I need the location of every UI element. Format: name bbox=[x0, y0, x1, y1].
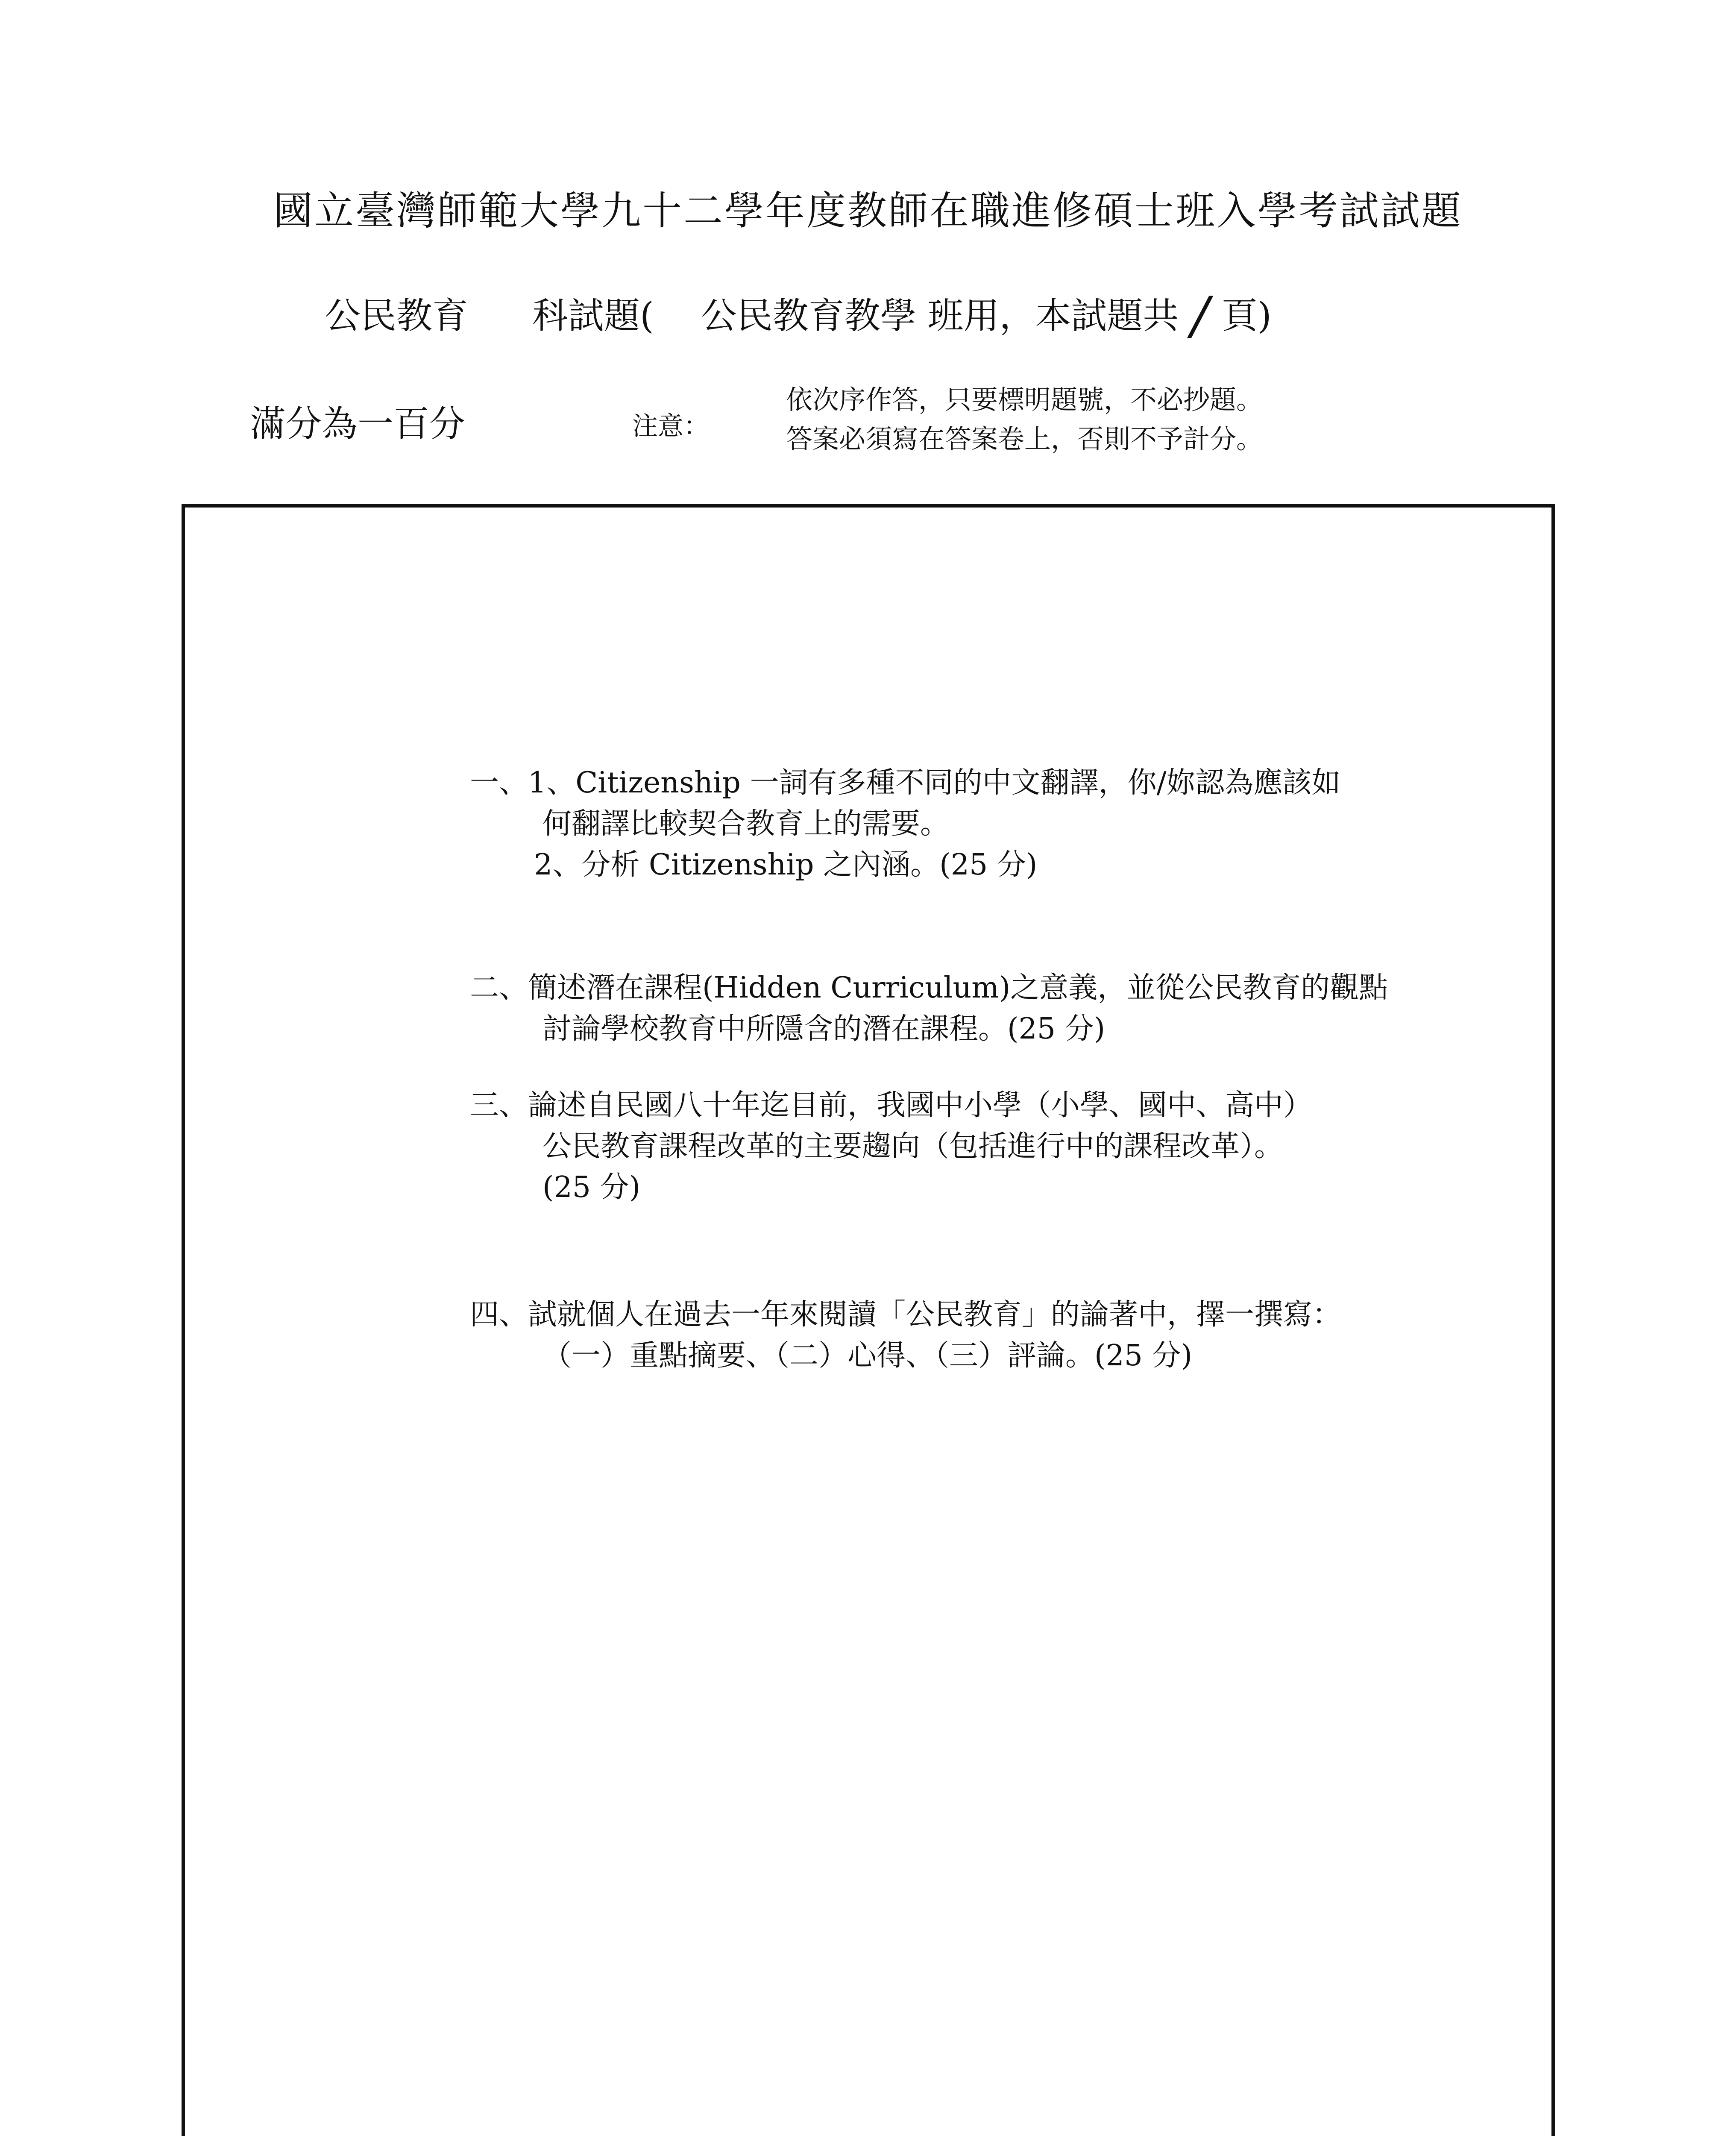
class-name: 公民教育教學 班用 bbox=[701, 295, 1000, 337]
notice-line: 答案必須寫在答案卷上，否則不予計分。 bbox=[786, 423, 1263, 455]
question-3-line: (25 分) bbox=[542, 1171, 641, 1204]
pages-suffix: 頁) bbox=[1221, 295, 1272, 337]
notice-line: 依次序作答，只要標明題號，不必抄題。 bbox=[786, 384, 1263, 415]
pages-prefix: ，本試題共 bbox=[999, 295, 1179, 337]
handwritten-page-count: / bbox=[1185, 286, 1215, 346]
question-3 bbox=[470, 1085, 1312, 1208]
question-4 bbox=[470, 1294, 1341, 1376]
question-2 bbox=[470, 968, 1388, 1050]
question-3-line: 三、論述自民國八十年迄目前，我國中小學（小學、國中、高中） bbox=[470, 1089, 1313, 1122]
question-2-line: 二、簡述潛在課程(Hidden Curriculum)之意義，並從公民教育的觀點 bbox=[470, 971, 1388, 1005]
question-2-line: 討論學校教育中所隱含的潛在課程。(25 分) bbox=[542, 1012, 1106, 1046]
exam-label: 科試題( bbox=[532, 295, 654, 337]
question-1 bbox=[470, 763, 1340, 886]
full-score: 滿分為一百分 bbox=[250, 403, 466, 445]
question-1-line: 2、分析 Citizenship 之內涵。(25 分) bbox=[534, 848, 1038, 882]
question-1-line: 何翻譯比較契合教育上的需要。 bbox=[542, 807, 950, 841]
question-1-line: 一、1、Citizenship 一詞有多種不同的中文翻譯，你/妳認為應該如 bbox=[470, 766, 1341, 800]
exam-subtitle bbox=[325, 286, 1272, 346]
question-3-line: 公民教育課程改革的主要趨向（包括進行中的課程改革）。 bbox=[542, 1130, 1284, 1163]
question-4-line: 四、試就個人在過去一年來閱讀「公民教育」的論著中，擇一撰寫： bbox=[470, 1298, 1342, 1332]
exam-title: 國立臺灣師範大學九十二學年度教師在職進修碩士班入學考試試題 bbox=[273, 188, 1463, 234]
notice-text bbox=[786, 380, 1263, 459]
notice-label: 注意： bbox=[632, 411, 709, 441]
subject-name: 公民教育 bbox=[325, 295, 469, 337]
question-4-line: （一）重點摘要、（二）心得、（三）評論。(25 分) bbox=[542, 1339, 1193, 1373]
